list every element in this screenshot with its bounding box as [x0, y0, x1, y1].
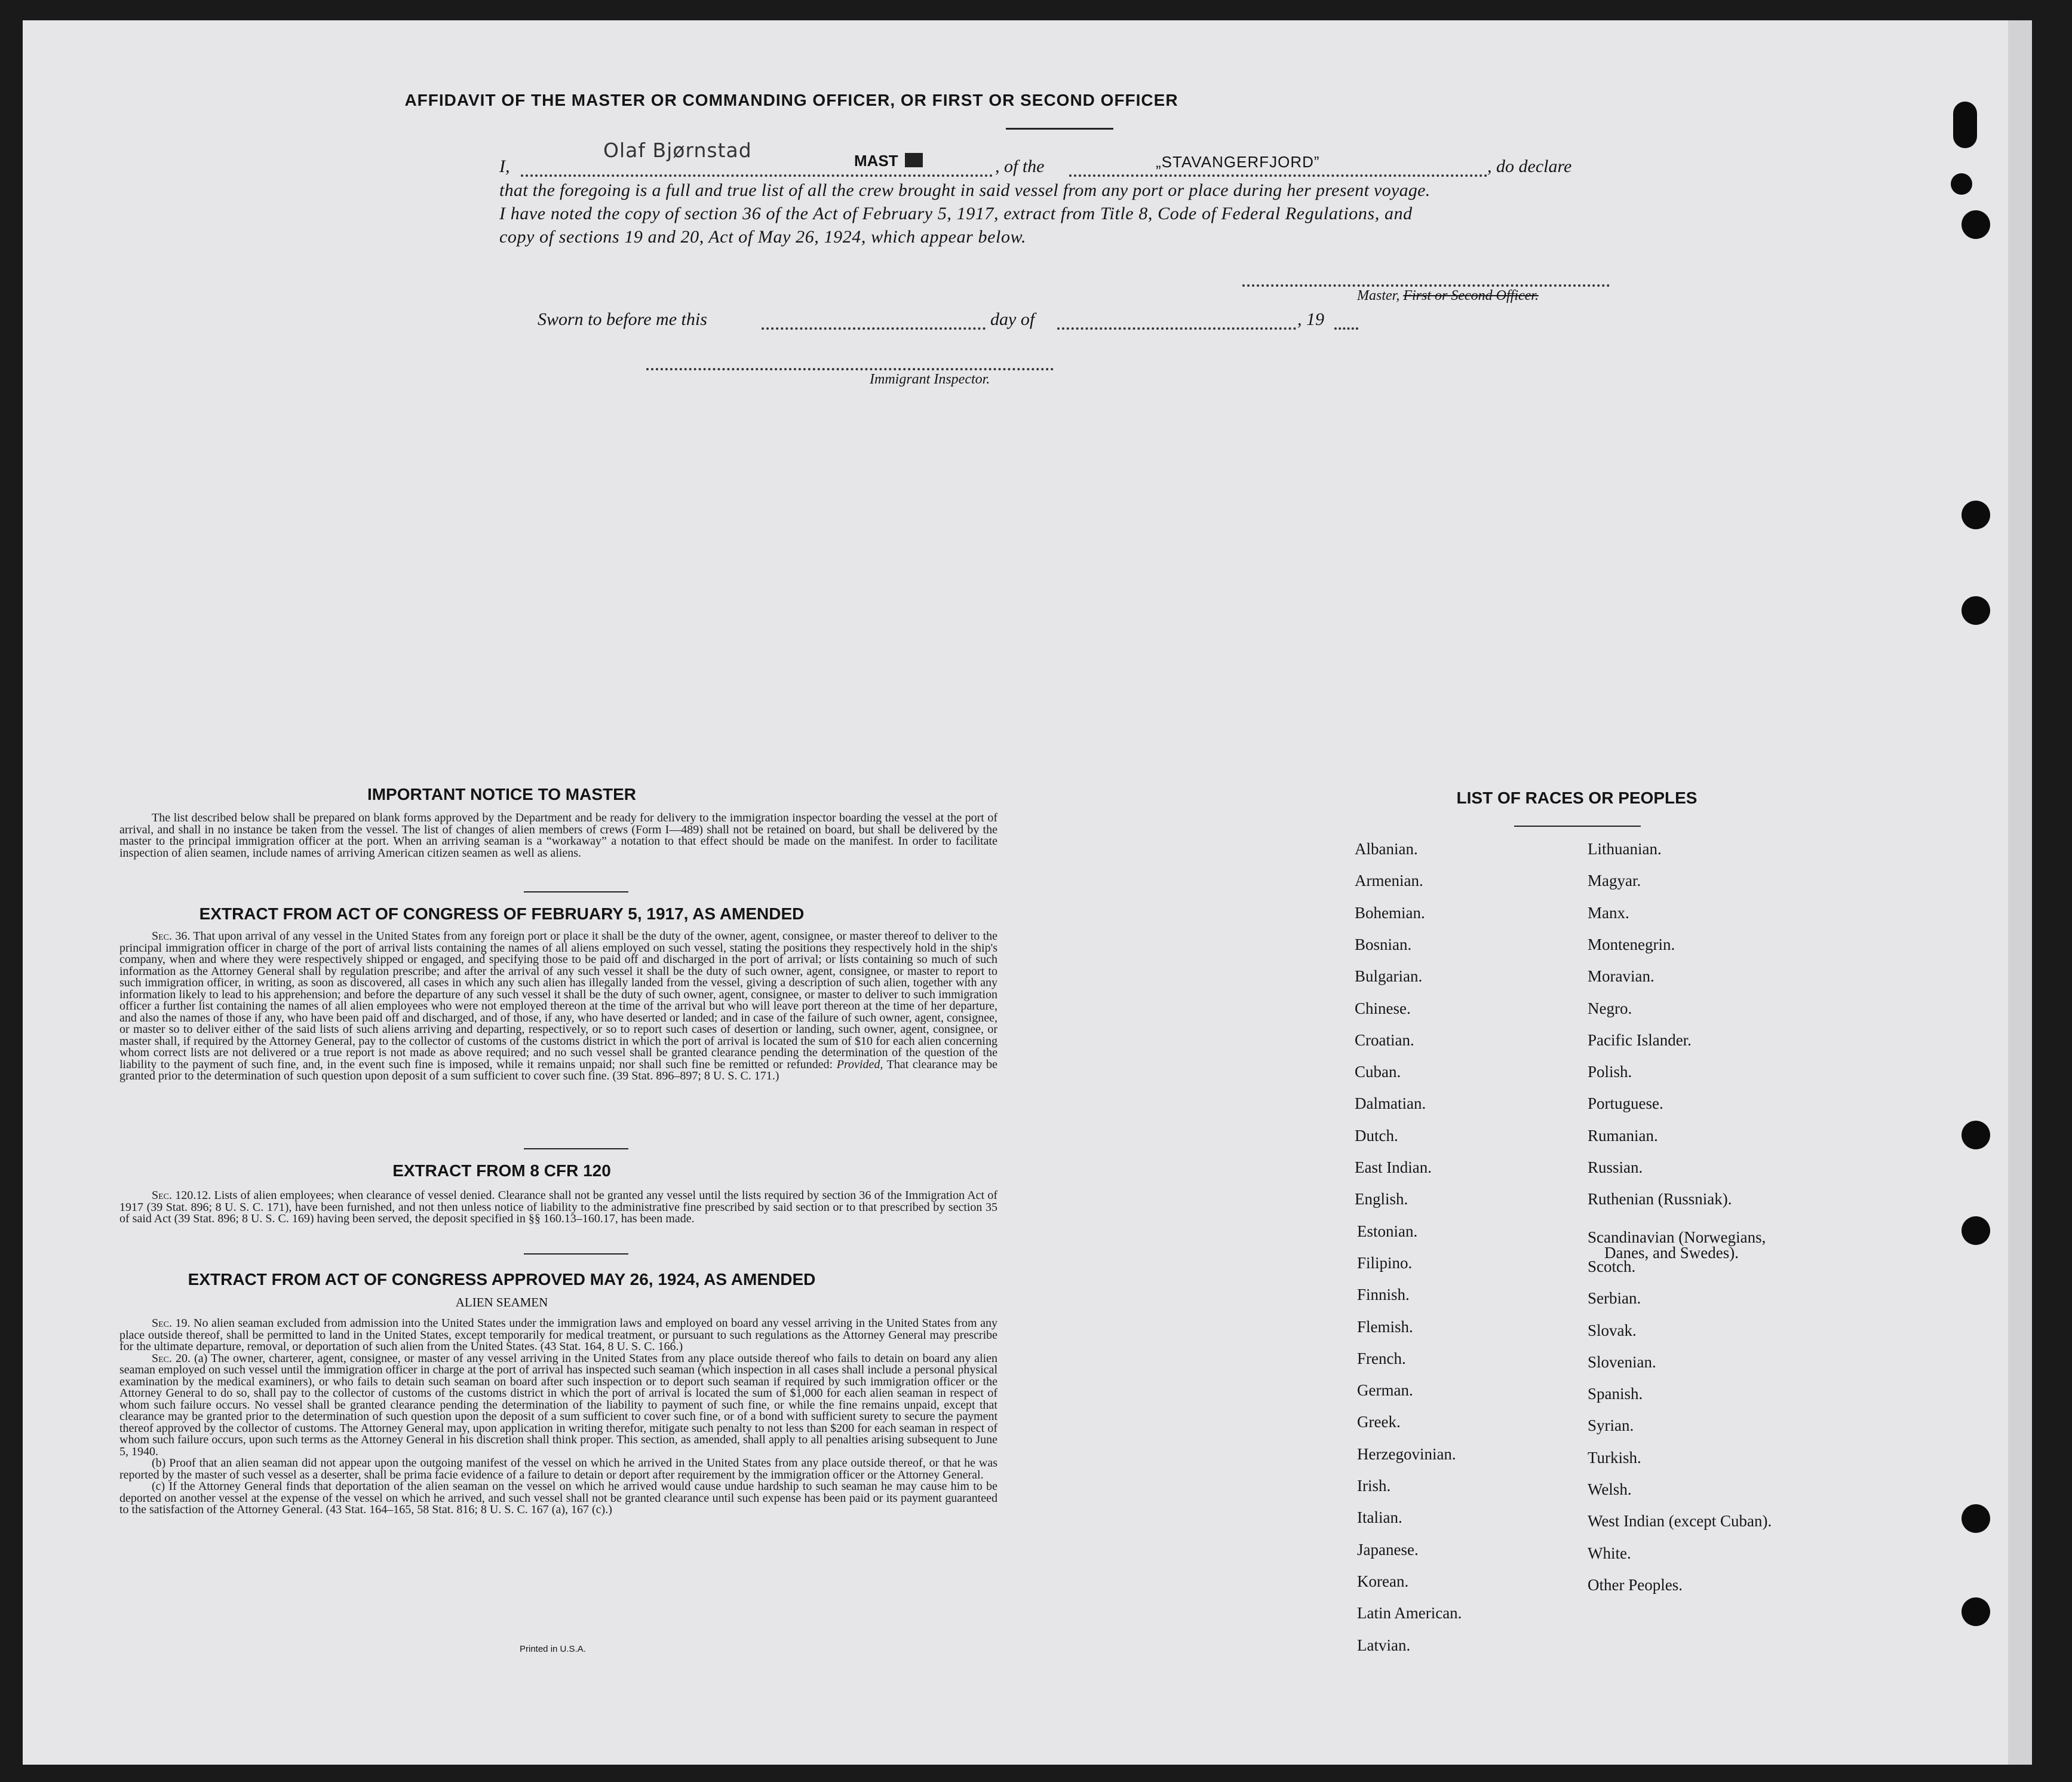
- race-item: Montenegrin.: [1588, 935, 1675, 953]
- punch-hole: [1962, 1597, 1990, 1626]
- day-of-label: day of: [990, 309, 1035, 329]
- inspector-signature-line: [646, 368, 1054, 370]
- race-item: Polish.: [1588, 1063, 1632, 1081]
- race-item: German.: [1357, 1381, 1413, 1400]
- extract-1917-heading: EXTRACT FROM ACT OF CONGRESS OF FEBRUARY 5, 1917, AS AMENDED: [199, 904, 805, 923]
- punch-hole: [1962, 596, 1990, 625]
- punch-hole: [1953, 102, 1977, 148]
- divider: [1006, 128, 1113, 130]
- races-heading: LIST OF RACES OR PEOPLES: [1456, 789, 1697, 807]
- notice-body: [119, 812, 997, 859]
- race-item: Armenian.: [1355, 872, 1423, 890]
- of-the-label: , of the: [995, 157, 1045, 176]
- sec-120-label: Sec. 120.12.: [152, 1189, 211, 1202]
- name-field: [521, 174, 993, 177]
- struck-officer-label: First or Second Officer.: [1403, 288, 1539, 303]
- race-item: Albanian.: [1355, 840, 1418, 858]
- race-item: Magyar.: [1588, 872, 1641, 890]
- sec-19-text: No alien seaman excluded from admission into the United States under the immigration laws and employed on board any vessel arriving in the United States from any place outside thereof, shall be permitted to land in the United States, except temporarily for medical treatment, or pursuant to such regulations as the Attorney General may prescribe for the ultimate departure, removal, or deportation of such alien from the United States. (43 Stat. 164, 8 U. S. C. 166.): [119, 1317, 997, 1353]
- sec-36-paragraph: [119, 931, 997, 1082]
- race-item: East Indian.: [1355, 1158, 1432, 1176]
- notice-heading: IMPORTANT NOTICE TO MASTER: [367, 785, 637, 803]
- race-item: White.: [1588, 1544, 1631, 1562]
- affidavit-title: AFFIDAVIT OF THE MASTER OR COMMANDING OFFICER, OR FIRST OR SECOND OFFICER: [404, 91, 1178, 109]
- race-item: Russian.: [1588, 1158, 1643, 1176]
- extract-1924-body: [119, 1318, 997, 1516]
- sec-36-label: Sec. 36.: [152, 930, 191, 943]
- race-item: Scotch.: [1588, 1257, 1636, 1275]
- race-item: Welsh.: [1588, 1480, 1632, 1498]
- extract-1917-body: [119, 931, 997, 1082]
- race-item: Pacific Islander.: [1588, 1030, 1692, 1049]
- race-item: Croatian.: [1355, 1030, 1414, 1049]
- divider: [524, 1253, 628, 1255]
- race-item: Turkish.: [1588, 1448, 1641, 1467]
- sec-19-paragraph: [119, 1318, 997, 1353]
- alien-seamen-subheading: ALIEN SEAMEN: [455, 1295, 548, 1309]
- sworn-month-field: [1057, 327, 1296, 330]
- race-item: Filipino.: [1357, 1253, 1413, 1272]
- sec-120-paragraph: [119, 1190, 997, 1225]
- race-item: Serbian.: [1588, 1289, 1641, 1308]
- provided-term: Provided,: [836, 1057, 883, 1071]
- divider: [524, 1148, 628, 1149]
- sec-20a-paragraph: [119, 1353, 997, 1458]
- race-item: English.: [1355, 1190, 1408, 1209]
- race-item: Bosnian.: [1355, 935, 1412, 953]
- punch-hole: [1962, 501, 1990, 529]
- race-item: Manx.: [1588, 903, 1629, 922]
- sec-20b-paragraph: (b) Proof that an alien seaman did not appear upon the outgoing manifest of the vessel on which he arrived in the United States from any place outside thereof, or that he was reported by the master of such vessel as a deserter, shall be prima facie evidence of a failure to detain or deport after requirement by the immigration officer or the Attorney General.: [119, 1456, 997, 1482]
- vessel-field: [1069, 174, 1487, 177]
- master-label: Master,: [1357, 288, 1400, 303]
- signature-line: [1242, 284, 1610, 287]
- sec-20a-text: (a) The owner, charterer, agent, consignee, or master of any vessel arriving in the United States from any place outside thereof who fails to detain on board any alien seaman employed on such vessel until the immigration officer in charge at the port of arrival has inspected such seaman (which inspection in all cases shall include a personal physical examination by the medical examiners), or who fails to detain such seaman on board after such inspection or to deport such seaman if required by such immigration officer or the Attorney General to do so, shall pay to the collector of customs of the customs district in which the port of arrival is located the sum of $1,000 for each alien seaman in respect of whom such failure occurs. No vessel shall be granted clearance pending the determination of the liability to payment of such fine, or while the fine remains unpaid, except that clearance may be granted prior to the determination of such question upon the deposit of a sum sufficient to cover such fine, or of a bond with sufficient surety to secure the payment thereof approved by the collector of customs. The Attorney General may, upon application in writing therefor, mitigate such penalty to not less than $200 for each seaman in respect of whom such failure occurs, upon such terms as the Attorney General in his discretion shall think proper. This section, as amended, shall apply to all penalties arising subsequent to June 5, 1940.: [119, 1351, 997, 1458]
- race-item: Ruthenian (Russniak).: [1588, 1190, 1732, 1209]
- sec-36-text: That upon arrival of any vessel in the United States from any foreign port or place it shall be the duty of the owner, agent, consignee, or master thereof to deliver to the principal immigration officer in charge of the port of arrival lists containing the names of all aliens employed on such vessel, stating the positions they respectively hold in the ship's company, when and where they were respectively shipped or engaged, and specifying those to be paid off and discharged in the port of arrival; or lists containing so much of such information as the Attorney General shall by regulation prescribe; and after the arrival of any such vessel it shall be the duty of such owner, agent, consignee, or master to report to such immigration officer, in writing, as soon as discovered, all cases in which any such alien has illegally landed from the vessel, giving a description of such alien, together with any information likely to lead to his apprehension; and before the departure of any such vessel it shall be the duty of such owner, agent, consignee, or master to deliver to such immigration officer a further list containing the names of all alien employees who were not employed thereon at the time of the arrival but who will leave port thereon at the time of her departure, and also the names of those if any, who have been paid off and discharged, and of those, if any, who have deserted or landed; and in case of the failure of such owner, agent, consignee, or master so to deliver either of the said lists of such aliens arriving and departing, respectively, or so to report such cases of desertion or landing, such owner, agent, consignee, or master shall, if required by the Attorney General, pay to the collector of customs of the customs district in which the port of arrival is located the sum of $10 for each alien concerning whom correct lists are not delivered or a true report is not made as above required; and no such vessel shall be granted clearance pending the determination of the question of the liability to the payment of such fine, and, in the event such fine is imposed, while it remains unpaid; nor shall such fine be remitted or refunded:: [119, 930, 998, 1071]
- race-item: Lithuanian.: [1588, 840, 1662, 858]
- sec-20-label: Sec. 20.: [152, 1351, 191, 1365]
- race-item: Flemish.: [1357, 1317, 1413, 1336]
- divider: [1514, 826, 1641, 827]
- race-item: Japanese.: [1357, 1540, 1419, 1559]
- race-item: Portuguese.: [1588, 1094, 1663, 1113]
- race-item: Bulgarian.: [1355, 967, 1423, 986]
- punch-hole: [1962, 1121, 1990, 1149]
- race-item: Danes, and Swedes).: [1604, 1243, 1739, 1262]
- inspector-caption: Immigrant Inspector.: [870, 372, 990, 387]
- affidavit-line-4: copy of sections 19 and 20, Act of May 26, 1924, which appear below.: [499, 227, 1027, 247]
- rank-stamp: MAST: [854, 152, 898, 170]
- race-item: Slovak.: [1588, 1321, 1637, 1339]
- race-item: Estonian.: [1357, 1222, 1418, 1240]
- race-item: Korean.: [1357, 1572, 1409, 1590]
- master-name: Olaf Bjørnstad: [603, 139, 752, 162]
- race-item: Greek.: [1357, 1413, 1401, 1431]
- sec-120-text: Lists of alien employees; when clearance of vessel denied. Clearance shall not be granted any vessel until the lists required by section 36 of the Immigration Act of 1917 (39 Stat. 896; 8 U. S. C. 171), have been furnished, and not then unless notice of liability to the administrative fine prescribed by said section or to that prescribed by section 35 of said Act (39 Stat. 896; 8 U. S. C. 169) having been served, the deposit specified in §§ 160.13–160.17, has been made.: [119, 1189, 998, 1225]
- extract-1924-heading: EXTRACT FROM ACT OF CONGRESS APPROVED MAY 26, 1924, AS AMENDED: [188, 1270, 816, 1289]
- punch-hole: [1962, 1216, 1990, 1245]
- race-item: Rumanian.: [1588, 1126, 1658, 1145]
- race-item: Negro.: [1588, 999, 1632, 1017]
- race-item: Latvian.: [1357, 1636, 1411, 1654]
- punch-hole: [1951, 173, 1972, 195]
- race-item: West Indian (except Cuban).: [1588, 1512, 1772, 1531]
- divider: [524, 891, 628, 892]
- race-item: Other Peoples.: [1588, 1575, 1683, 1594]
- year-label: , 19: [1297, 309, 1324, 329]
- race-item: Chinese.: [1355, 999, 1411, 1017]
- printed-in-usa: Printed in U.S.A.: [520, 1644, 586, 1654]
- sworn-label: Sworn to before me this: [538, 309, 707, 329]
- race-item: Syrian.: [1588, 1416, 1634, 1435]
- punch-hole: [1962, 210, 1990, 239]
- race-item: Scandinavian (Norwegians,: [1588, 1228, 1766, 1246]
- signature-caption: [1357, 288, 1539, 304]
- i-label: I,: [499, 157, 510, 176]
- race-item: Herzegovinian.: [1357, 1444, 1456, 1463]
- race-item: Slovenian.: [1588, 1352, 1656, 1371]
- vessel-name: „STAVANGERFJORD”: [1156, 153, 1320, 171]
- extract-cfr-body: [119, 1190, 997, 1225]
- year-field: [1334, 327, 1358, 330]
- race-item: Moravian.: [1588, 967, 1654, 986]
- race-item: Italian.: [1357, 1508, 1402, 1527]
- race-item: Dutch.: [1355, 1126, 1398, 1145]
- page-edge: [2008, 20, 2032, 1765]
- sec-19-label: Sec. 19.: [152, 1317, 191, 1330]
- race-item: Dalmatian.: [1355, 1094, 1426, 1113]
- declare-label: , do declare: [1487, 157, 1572, 176]
- extract-cfr-heading: EXTRACT FROM 8 CFR 120: [392, 1161, 611, 1180]
- race-item: Spanish.: [1588, 1385, 1643, 1403]
- punch-hole: [1962, 1504, 1990, 1533]
- affidavit-line-2: that the foregoing is a full and true list of all the crew brought in said vessel from any port or place during her present voyage.: [499, 180, 1431, 200]
- race-item: Bohemian.: [1355, 903, 1425, 922]
- ink-smudge: [905, 153, 923, 167]
- race-item: Latin American.: [1357, 1604, 1462, 1622]
- race-item: French.: [1357, 1349, 1406, 1367]
- race-item: Cuban.: [1355, 1063, 1401, 1081]
- race-item: Irish.: [1357, 1477, 1391, 1495]
- notice-paragraph: The list described below shall be prepared on blank forms approved by the Department and be ready for delivery to the immigration inspector boarding the vessel at the port of arrival, and shall in no instance be taken from the vessel. The list of changes of alien members of crews (Form I—489) shall not be retained on board, but shall be delivered by the master to the principal immigration officer at the port. When an arriving seaman is a “workaway” a notation to that effect should be made on the manifest. In order to facilitate inspection of alien seamen, include names of arriving American citizen seamen as well as aliens.: [119, 811, 997, 860]
- race-item: Finnish.: [1357, 1286, 1410, 1304]
- sec-36-tail: That clearance may be granted prior to the determination of such question upon deposit of a sum sufficient to cover such fine. (39 Stat. 896–897; 8 U. S. C. 171.): [119, 1057, 998, 1082]
- sworn-day-field: [762, 327, 986, 330]
- affidavit-line-3: I have noted the copy of section 36 of the Act of February 5, 1917, extract from Title 8, Code of Federal Regulations, and: [499, 204, 1413, 223]
- sec-20c-paragraph: (c) If the Attorney General finds that deportation of the alien seaman on the vessel on which he arrived would cause undue hardship to such seaman he may cause him to be deported on another vessel at the expense of the vessel on which he arrived, and such vessel shall not be granted clearance until such expense has been paid or its payment guaranteed to the satisfaction of the Attorney General. (43 Stat. 164–165, 58 Stat. 816; 8 U. S. C. 167 (a), 167 (c).): [119, 1480, 997, 1516]
